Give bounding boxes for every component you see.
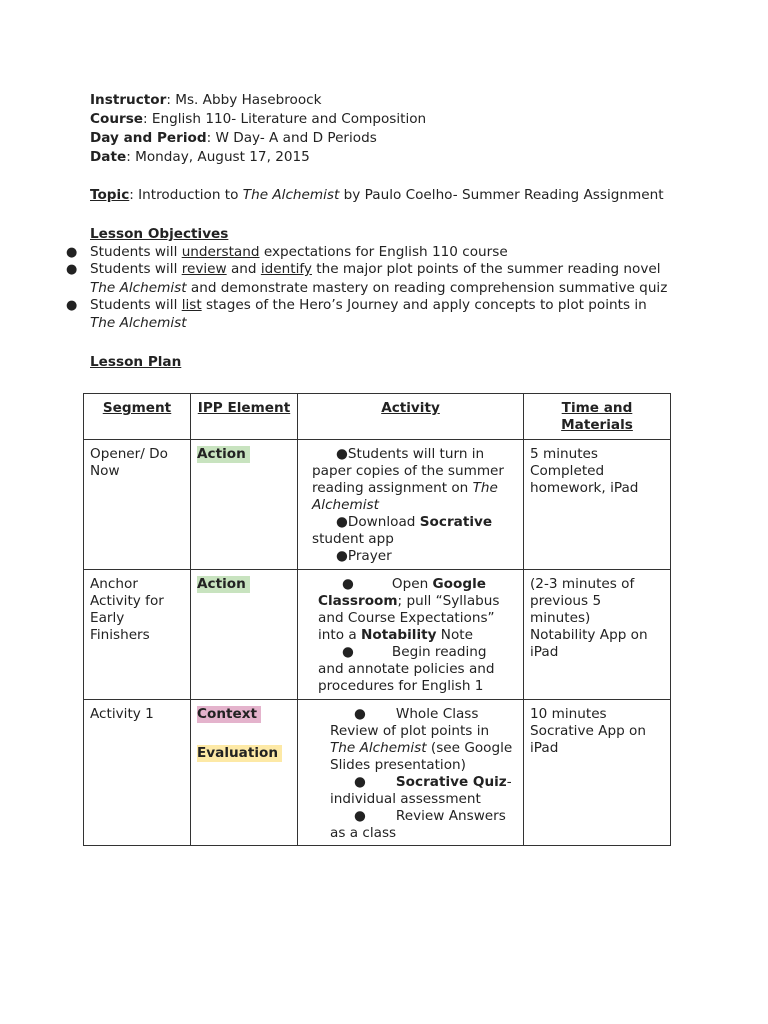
segment-cell: Activity 1 (84, 700, 191, 846)
table-row (84, 700, 671, 846)
topic-suffix: by Paulo Coelho- Summer Reading Assignment (339, 187, 664, 203)
ipp-badge: Evaluation (197, 745, 282, 762)
objective-text: expectations for English 110 course (259, 244, 508, 260)
objective-text: and (226, 261, 261, 277)
objective-verb: identify (260, 261, 312, 277)
objective-item (90, 261, 661, 278)
objective-verb: understand (181, 244, 260, 260)
objective-text: Students will (90, 297, 182, 313)
time-cell: (2-3 minutes of previous 5 minutes) Notability App on iPad (524, 570, 671, 700)
date-value: : Monday, August 17, 2015 (126, 149, 310, 165)
column-header: Activity (298, 394, 524, 440)
instructor-label: Instructor (90, 92, 167, 108)
bullet-icon: ● (66, 245, 78, 260)
column-header: IPP Element (191, 394, 298, 440)
topic-prefix: : Introduction to (129, 187, 243, 203)
objective-continuation (90, 315, 187, 332)
ipp-badge: Action (197, 576, 250, 593)
date-line (90, 149, 310, 166)
activity-cell: ● Whole Class Review of plot points in The Alchemist (see Google Slides presentation) ● Socrative Quiz- individual assessment ● Review Answers as a class (298, 700, 524, 846)
activity-cell: ● Open Google Classroom; pull “Syllabus and Course Expectations” into a Notability Note ● Begin reading and annotate policies and procedures for English 1 (298, 570, 524, 700)
time-cell: 10 minutes Socrative App on iPad (524, 700, 671, 846)
table-header-row (84, 394, 671, 440)
objective-text: Students will (90, 261, 182, 277)
objective-text: the major plot points of the summer reading novel (311, 261, 661, 277)
table-row (84, 570, 671, 700)
objective-item (90, 297, 647, 314)
ipp-badge: Context (197, 706, 261, 723)
objective-item (90, 244, 508, 261)
ipp-badge: Action (197, 446, 250, 463)
objective-book-title: The Alchemist (90, 315, 187, 331)
instructor-line (90, 92, 322, 109)
day-period-label: Day and Period (90, 130, 207, 146)
lesson-plan-table (83, 393, 671, 846)
objective-book-title: The Alchemist (90, 280, 187, 296)
bullet-icon: ● (66, 262, 78, 277)
ipp-cell (191, 700, 298, 846)
bullet-icon: ● (66, 298, 78, 313)
objective-continuation (90, 280, 667, 297)
day-period-line (90, 130, 377, 147)
table-row (84, 440, 671, 570)
segment-cell: Opener/ Do Now (84, 440, 191, 570)
segment-cell: Anchor Activity for Early Finishers (84, 570, 191, 700)
course-line (90, 111, 426, 128)
time-cell: 5 minutes Completed homework, iPad (524, 440, 671, 570)
column-header: Segment (84, 394, 191, 440)
ipp-cell (191, 570, 298, 700)
column-header: Time and Materials (524, 394, 671, 440)
topic-line (90, 187, 664, 204)
objective-verb: review (181, 261, 227, 277)
objective-text: and demonstrate mastery on reading comprehension summative quiz (186, 280, 668, 296)
ipp-cell (191, 440, 298, 570)
instructor-value: : Ms. Abby Hasebroock (166, 92, 322, 108)
activity-cell: ●Students will turn in paper copies of the summer reading assignment on The Alchemist ●Download Socrative student app ●Prayer (298, 440, 524, 570)
date-label: Date (90, 149, 127, 165)
topic-label: Topic (90, 187, 130, 203)
objective-verb: list (181, 297, 202, 313)
day-period-value: : W Day- A and D Periods (206, 130, 377, 146)
topic-title: The Alchemist (242, 187, 340, 203)
objectives-heading: Lesson Objectives (90, 226, 229, 242)
course-label: Course (90, 111, 144, 127)
objective-text: stages of the Hero’s Journey and apply concepts to plot points in (201, 297, 647, 313)
lesson-plan-heading: Lesson Plan (90, 354, 182, 370)
course-value: : English 110- Literature and Composition (143, 111, 427, 127)
objective-text: Students will (90, 244, 182, 260)
